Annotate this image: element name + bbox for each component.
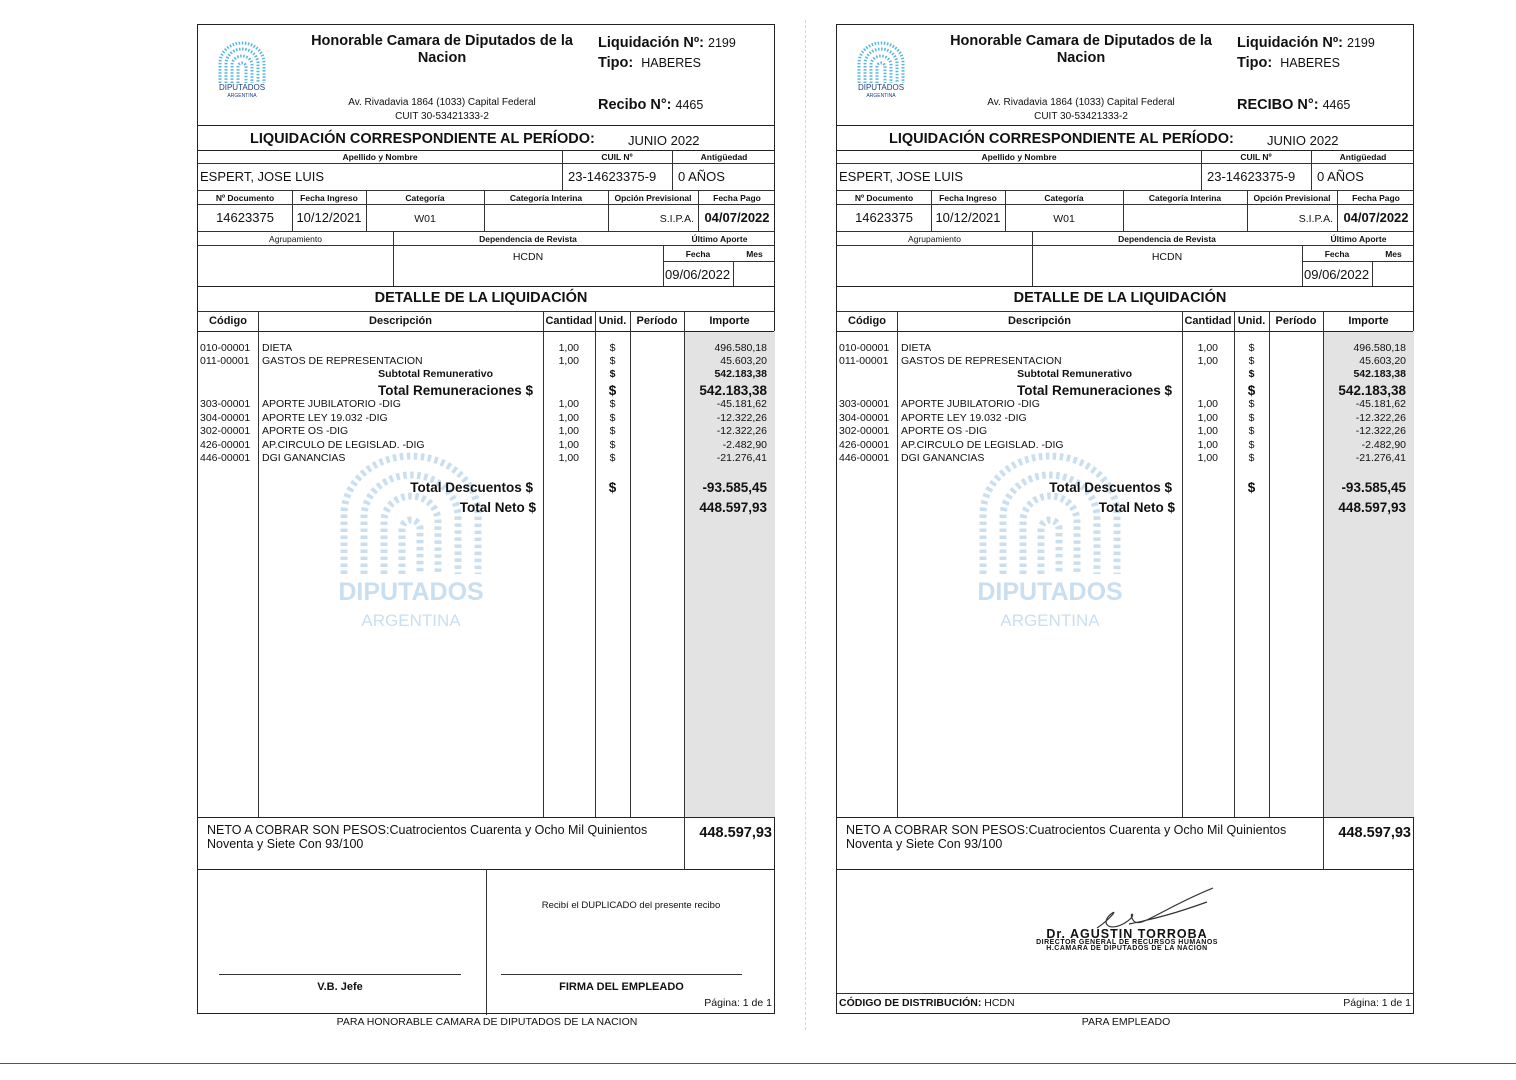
employee-cuil: 23-14623375-9 [568, 169, 657, 184]
bottom-rule [0, 1063, 1516, 1064]
logo-text: DIPUTADOS [857, 83, 905, 92]
institution-name: Honorable Camara de Diputados de la Nacion [950, 33, 1212, 66]
line-unit: $ [1248, 452, 1255, 465]
codigo-distribucion-value: HCDN [984, 997, 1015, 1009]
pagina-label: Página: 1 de 1 [704, 997, 772, 1009]
tipo-value: HABERES [1280, 56, 1340, 70]
line-description: AP.CIRCULO DE LEGISLAD. -DIG [262, 438, 425, 451]
detail-title: DETALLE DE LA LIQUIDACIÓN [1013, 290, 1227, 306]
line-description: APORTE JUBILATORIO -DIG [901, 398, 1040, 410]
firmante-title1: DIRECTOR GENERAL DE RECURSOS HUMANOS [1036, 939, 1218, 946]
line-unit: $ [609, 452, 616, 465]
line-amount: 45.603,20 [720, 355, 767, 367]
line-quantity: 1,00 [558, 398, 579, 410]
col-codigo: Código [848, 315, 886, 327]
divider [198, 331, 774, 332]
col-unid: Unid. [598, 315, 627, 327]
line-code: 011-00001 [200, 355, 250, 367]
neto-amount: 448.597,93 [699, 825, 772, 841]
ultimo-aporte-fecha: 09/06/2022 [1304, 267, 1370, 282]
antiguedad-label: Antigüedad [700, 152, 748, 162]
firma-empleado-line [501, 974, 742, 975]
logo-subtext: ARGENTINA [227, 93, 257, 99]
line-code: 302-00001 [839, 425, 890, 438]
divider [837, 163, 1413, 164]
total-neto-amount: 448.597,93 [1338, 500, 1406, 515]
line-quantity: 1,00 [1197, 398, 1218, 410]
line-quantity: 1,00 [1197, 411, 1218, 424]
agrupamiento-label: Agrupamiento [908, 234, 961, 244]
detail-title: DETALLE DE LA LIQUIDACIÓN [374, 290, 588, 306]
line-description: APORTE LEY 19.032 -DIG [901, 411, 1027, 424]
receipt-employee-copy [836, 24, 1414, 1014]
subtotal-unit: $ [1248, 368, 1255, 380]
recibo-value: 4465 [675, 98, 704, 112]
documento-value: 14623375 [855, 210, 913, 225]
divider [837, 869, 1413, 870]
line-code: 426-00001 [200, 438, 251, 451]
divider [837, 190, 1413, 191]
total-remuneraciones-unit: $ [1247, 383, 1256, 398]
recibo-number [1237, 97, 1350, 113]
divider [837, 331, 1413, 332]
divider [837, 817, 1413, 818]
employee-name: ESPERT, JOSE LUIS [839, 169, 964, 184]
line-amount: -45.181,62 [1355, 398, 1406, 410]
total-descuentos-label: Total Descuentos $ [1049, 480, 1172, 495]
line-amount: -45.181,62 [716, 398, 767, 410]
liquidacion-number [1237, 35, 1375, 51]
line-quantity: 1,00 [1197, 438, 1218, 451]
line-quantity: 1,00 [1197, 355, 1218, 367]
categoria-label: Categoría [1044, 193, 1084, 203]
categoria-value: W01 [1053, 213, 1075, 225]
line-description: AP.CIRCULO DE LEGISLAD. -DIG [901, 438, 1064, 451]
line-amount: 496.580,18 [714, 342, 767, 354]
liquidacion-value: 2199 [708, 36, 736, 50]
col-cantidad: Cantidad [1184, 315, 1232, 327]
total-remuneraciones-unit: $ [608, 383, 617, 398]
fecha-ingreso-label: Fecha Ingreso [939, 193, 997, 203]
line-amount: -12.322,26 [1355, 411, 1406, 424]
cuil-label: CUIL Nº [601, 152, 633, 162]
divider [198, 286, 774, 287]
watermark-title: DIPUTADOS [977, 578, 1123, 606]
total-remuneraciones-amount: 542.183,38 [699, 383, 767, 398]
line-code: 304-00001 [839, 411, 890, 424]
diputados-logo-icon [855, 39, 907, 89]
line-description: APORTE OS -DIG [901, 425, 988, 438]
total-remuneraciones-label: Total Remuneraciones $ [1016, 383, 1172, 398]
divider [837, 125, 1413, 126]
line-code: 303-00001 [839, 398, 890, 410]
vb-jefe-line [219, 974, 461, 975]
institution-cuit: CUIT 30-53421333-2 [1034, 111, 1128, 122]
ultimo-aporte-label: Último Aporte [1330, 234, 1387, 244]
line-code: 010-00001 [200, 342, 251, 354]
recibo-value: 4465 [1322, 98, 1351, 112]
neto-text [207, 823, 647, 851]
line-description: APORTE OS -DIG [262, 425, 349, 438]
neto-text-line2: Noventa y Siete Con 93/100 [207, 837, 364, 851]
line-amount: -21.276,41 [716, 452, 767, 465]
documento-label: Nº Documento [215, 193, 275, 203]
fecha-pago-value: 04/07/2022 [1343, 210, 1409, 225]
dependencia-value: HCDN [512, 251, 544, 263]
line-description: GASTOS DE REPRESENTACION [901, 355, 1062, 367]
categoria-interina-label: Categoría Interina [509, 193, 583, 203]
subtotal-amount: 542.183,38 [1353, 368, 1406, 380]
firma-empleado-label: FIRMA DEL EMPLEADO [559, 981, 684, 993]
line-quantity: 1,00 [558, 425, 579, 438]
col-periodo: Período [1275, 315, 1317, 327]
tipo-field [598, 55, 701, 71]
pagina-label: Página: 1 de 1 [1343, 997, 1411, 1009]
subtotal-amount: 542.183,38 [714, 368, 767, 380]
neto-text-line2: Noventa y Siete Con 93/100 [846, 837, 1003, 851]
line-unit: $ [1248, 342, 1255, 354]
watermark-title: DIPUTADOS [338, 578, 484, 606]
line-description: DGI GANANCIAS [901, 452, 985, 465]
firmante-title2: H.CAMARA DE DIPUTADOS DE LA NACION [1046, 945, 1208, 952]
divider [198, 231, 774, 232]
total-descuentos-amount: -93.585,45 [1341, 480, 1406, 495]
employee-antiguedad: 0 AÑOS [678, 169, 725, 184]
tipo-label: Tipo: [598, 55, 634, 71]
divider [198, 190, 774, 191]
employee-antiguedad: 0 AÑOS [1317, 169, 1364, 184]
categoria-label: Categoría [405, 193, 445, 203]
line-code: 304-00001 [200, 411, 251, 424]
diputados-logo-icon [216, 39, 268, 89]
line-amount: -21.276,41 [1355, 452, 1406, 465]
institution-name: Honorable Camara de Diputados de la Nacion [311, 33, 573, 66]
fecha-pago-value: 04/07/2022 [704, 210, 770, 225]
total-descuentos-label: Total Descuentos $ [410, 480, 533, 495]
line-quantity: 1,00 [558, 355, 579, 367]
dependencia-label: Dependencia de Revista [1118, 234, 1216, 244]
codigo-distribucion [839, 997, 1015, 1009]
watermark-subtitle: ARGENTINA [1000, 611, 1100, 630]
divider [198, 311, 774, 312]
fecha-label: Fecha [1324, 249, 1350, 259]
line-code: 302-00001 [200, 425, 251, 438]
vb-jefe-label: V.B. Jefe [317, 981, 363, 993]
line-unit: $ [1248, 438, 1255, 451]
subtotal-label: Subtotal Remunerativo [1017, 368, 1132, 380]
subtotal-unit: $ [609, 368, 616, 380]
neto-text-line1: NETO A COBRAR SON PESOS:Cuatrocientos Cuarenta y Ocho Mil Quinientos [207, 823, 648, 837]
fecha-label: Fecha [685, 249, 711, 259]
period-value: JUNIO 2022 [1267, 133, 1339, 148]
line-quantity: 1,00 [558, 438, 579, 451]
dependencia-label: Dependencia de Revista [479, 234, 577, 244]
dependencia-value: HCDN [1151, 251, 1183, 263]
col-descripcion: Descripción [369, 315, 432, 327]
col-importe: Importe [1348, 315, 1389, 327]
divider [198, 204, 774, 205]
duplicado-text: Recibí el DUPLICADO del presente recibo [541, 900, 721, 911]
line-unit: $ [1248, 355, 1255, 367]
tipo-value: HABERES [641, 56, 701, 70]
line-code: 011-00001 [839, 355, 889, 367]
name-label: Apellido y Nombre [342, 152, 418, 162]
line-amount: -12.322,26 [716, 411, 767, 424]
line-code: 010-00001 [839, 342, 890, 354]
col-descripcion: Descripción [1008, 315, 1071, 327]
line-amount: 496.580,18 [1353, 342, 1406, 354]
divider [837, 150, 1413, 151]
divider [837, 286, 1413, 287]
total-neto-label: Total Neto $ [1098, 500, 1175, 515]
line-code: 426-00001 [839, 438, 890, 451]
line-quantity: 1,00 [558, 452, 579, 465]
categoria-value: W01 [414, 213, 436, 225]
divider [198, 125, 774, 126]
opcion-previsional-value: S.I.P.A. [1298, 213, 1333, 225]
line-quantity: 1,00 [1197, 452, 1218, 465]
liquidacion-number [598, 35, 736, 51]
line-amount: -2.482,90 [722, 438, 767, 451]
recibo-label: RECIBO N°: [1237, 97, 1319, 113]
liquidacion-value: 2199 [1347, 36, 1375, 50]
line-unit: $ [609, 355, 616, 367]
total-remuneraciones-amount: 542.183,38 [1338, 383, 1406, 398]
line-unit: $ [609, 425, 616, 438]
footer-caption-left: PARA HONORABLE CAMARA DE DIPUTADOS DE LA NACION [336, 1016, 638, 1028]
footer-caption-right: PARA EMPLEADO [1081, 1016, 1171, 1028]
total-neto-label: Total Neto $ [459, 500, 536, 515]
ultimo-aporte-fecha: 09/06/2022 [665, 267, 731, 282]
line-code: 446-00001 [200, 452, 251, 465]
line-amount: -2.482,90 [1361, 438, 1406, 451]
line-quantity: 1,00 [558, 411, 579, 424]
line-amount: 45.603,20 [1359, 355, 1406, 367]
period-value: JUNIO 2022 [628, 133, 700, 148]
line-unit: $ [609, 398, 616, 410]
line-unit: $ [1248, 425, 1255, 438]
liquidacion-label: Liquidación Nº: [1237, 35, 1343, 51]
line-unit: $ [609, 411, 616, 424]
tipo-label: Tipo: [1237, 55, 1273, 71]
line-quantity: 1,00 [1197, 425, 1218, 438]
receipt-employer-copy [197, 24, 775, 1014]
fecha-ingreso-value: 10/12/2021 [935, 210, 1001, 225]
logo-text: DIPUTADOS [218, 83, 266, 92]
opcion-previsional-label: Opción Previsional [614, 193, 692, 203]
fecha-pago-label: Fecha Pago [1352, 193, 1400, 203]
divider [837, 231, 1413, 232]
name-label: Apellido y Nombre [981, 152, 1057, 162]
employee-name: ESPERT, JOSE LUIS [200, 169, 325, 184]
col-importe: Importe [709, 315, 750, 327]
recibo-number [598, 97, 703, 113]
total-descuentos-unit: $ [608, 480, 617, 495]
divider [198, 163, 774, 164]
divider [837, 993, 1413, 994]
fecha-pago-label: Fecha Pago [713, 193, 761, 203]
line-quantity: 1,00 [1197, 342, 1218, 354]
line-quantity: 1,00 [558, 342, 579, 354]
line-amount: -12.322,26 [1355, 425, 1406, 438]
total-remuneraciones-label: Total Remuneraciones $ [377, 383, 533, 398]
institution-address: Av. Rivadavia 1864 (1033) Capital Federal [987, 97, 1175, 108]
fecha-ingreso-value: 10/12/2021 [296, 210, 362, 225]
logo-subtext: ARGENTINA [866, 93, 896, 99]
firmante-name: Dr. AGUSTIN TORROBA [1046, 927, 1208, 941]
divider [198, 817, 774, 818]
cuil-label: CUIL Nº [1240, 152, 1272, 162]
documento-label: Nº Documento [854, 193, 914, 203]
recibo-label: Recibo N°: [598, 97, 672, 113]
line-description: DIETA [262, 342, 293, 354]
neto-amount: 448.597,93 [1338, 825, 1411, 841]
categoria-interina-label: Categoría Interina [1148, 193, 1222, 203]
opcion-previsional-label: Opción Previsional [1253, 193, 1331, 203]
line-description: GASTOS DE REPRESENTACION [262, 355, 423, 367]
employee-cuil: 23-14623375-9 [1207, 169, 1296, 184]
mes-label: Mes [746, 249, 763, 259]
line-description: APORTE JUBILATORIO -DIG [262, 398, 401, 410]
divider [837, 204, 1413, 205]
neto-text [846, 823, 1286, 851]
total-descuentos-unit: $ [1247, 480, 1256, 495]
institution-cuit: CUIT 30-53421333-2 [395, 111, 489, 122]
ultimo-aporte-label: Último Aporte [691, 234, 748, 244]
divider [198, 150, 774, 151]
watermark-subtitle: ARGENTINA [361, 611, 461, 630]
fecha-ingreso-label: Fecha Ingreso [300, 193, 358, 203]
neto-text-line1: NETO A COBRAR SON PESOS:Cuatrocientos Cuarenta y Ocho Mil Quinientos [846, 823, 1287, 837]
page-divider [805, 20, 806, 1030]
line-description: DGI GANANCIAS [262, 452, 346, 465]
antiguedad-label: Antigüedad [1339, 152, 1387, 162]
col-periodo: Período [636, 315, 678, 327]
divider [837, 311, 1413, 312]
line-unit: $ [1248, 411, 1255, 424]
mes-label: Mes [1385, 249, 1402, 259]
line-unit: $ [609, 342, 616, 354]
total-descuentos-amount: -93.585,45 [702, 480, 767, 495]
divider [198, 245, 774, 246]
period-label: LIQUIDACIÓN CORRESPONDIENTE AL PERÍODO: [250, 131, 595, 147]
subtotal-label: Subtotal Remunerativo [378, 368, 493, 380]
liquidacion-label: Liquidación Nº: [598, 35, 704, 51]
line-description: APORTE LEY 19.032 -DIG [262, 411, 388, 424]
codigo-distribucion-label: CÓDIGO DE DISTRIBUCIÓN: [839, 997, 982, 1009]
line-description: DIETA [901, 342, 932, 354]
agrupamiento-label: Agrupamiento [269, 234, 322, 244]
line-amount: -12.322,26 [716, 425, 767, 438]
col-codigo: Código [209, 315, 247, 327]
line-code: 303-00001 [200, 398, 251, 410]
divider [837, 245, 1413, 246]
line-unit: $ [609, 438, 616, 451]
opcion-previsional-value: S.I.P.A. [659, 213, 694, 225]
tipo-field [1237, 55, 1340, 71]
period-label: LIQUIDACIÓN CORRESPONDIENTE AL PERÍODO: [889, 131, 1234, 147]
documento-value: 14623375 [216, 210, 274, 225]
total-neto-amount: 448.597,93 [699, 500, 767, 515]
line-unit: $ [1248, 398, 1255, 410]
col-unid: Unid. [1237, 315, 1266, 327]
institution-address: Av. Rivadavia 1864 (1033) Capital Federal [348, 97, 536, 108]
col-cantidad: Cantidad [545, 315, 593, 327]
line-code: 446-00001 [839, 452, 890, 465]
